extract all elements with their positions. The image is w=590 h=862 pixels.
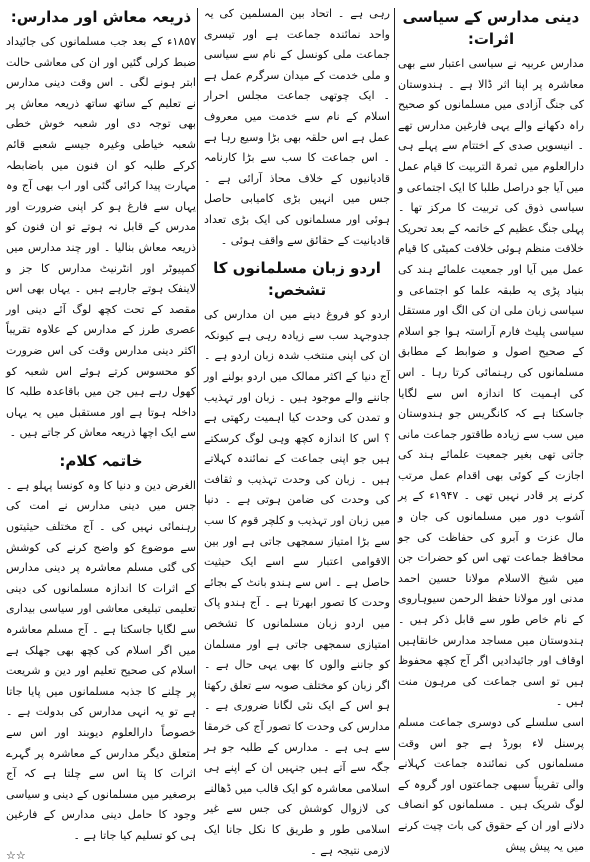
paragraph: الغرض دین و دنیا کا وہ کونسا پہلو ہے ۔ جس میں دینی مدارس نے امت کی رہنمائی نہیں کی ۔ آج مختلف حیثیتوں سے موضوع کو واضح کرنے کی کوشش کی گئی مسلم معاشرہ پر دینی مدارس کے اثرات کا اندازہ مسلمانوں کی دینی تعلیمی تبلیغی معاشی اور سیاسی بیداری سے لگایا جاسکتا ہے ۔ آج مسلم معاشرہ میں اگر اسلام کی کچھ بھی جھلک ہے اسلام کی صحیح تعلیم اور دین و شریعت پر چلنے کا جذبہ مسلمانوں میں پایا جاتا ہے تو یہ انہی مدارس کی بدولت ہے ۔ خصوصاً دارالعلوم دیوبند اور اس سے متعلق دیگر مدارس کے معاشرہ پر گہرے اثرات کا پتا اس سے چلتا ہے کہ آج برصغیر میں مسلمانوں کے دینی و سیاسی وجود کا حامل دینی مدارس کے فارغین ہی کو تسلیم کیا جاتا ہے ۔ [6,478,196,842]
paragraph: رہی ہے ۔ اتحاد بین المسلمین کی یہ واحد نمائندہ جماعت ہے اور تیسری جماعت ملی کونسل کے نام سے سیاسی و ملی خدمت کے میدان سرگرم عمل ہے ۔ ایک چوتھی جماعت مجلس احرار اسلام کے نام سے خدمت میں معروف عمل ہے اس حلقہ بھی بڑا وسیع رہا ہے ۔ اس جماعت کا سب سے بڑا کارنامہ قادیانیوں کے خلاف محاذ آرائی ہے ۔ جس میں انہیں بڑی کامیابی حاصل ہوئی اور مسلمانوں کی ایک بڑی تعداد قادیانیت کے حقائق سے واقف ہوئی ۔ [204,7,390,247]
paragraph: مدارس عربیہ نے سیاسی اعتبار سے بھی معاشرہ پر اپنا اثر ڈالا ہے ۔ ہندوستان کی جنگ آزادی میں مسلمانوں کو صحیح راہ دکھانے والے یہی فارغین مدارس تھے ۔ انیسویں صدی کے اختتام سے پہلے ہی دارالعلوم میں ثمرۃ التربیت کا قیام عمل میں آیا جو دراصل طلبا کا ایک اجتماعی و سیاسی ذوق کی تربیت کا مرکز تھا ۔ پہلی جنگ عظیم کے خاتمہ کے بعد تحریک خلافت منظم ہوئی خلافت کمیٹی کا قیام عمل میں آیا اور جمعیت علمائے ہند کی بنیاد پڑی یہ طبقہ علما کو اجتماعی و سیاسی زبان ملی ان کی الگ اور مستقل سیاسی پلیٹ فارم آراستہ ہوا جو اسلام کے صحیح اصول و ضوابط کے مطابق مسلمانوں کی رہنمائی کرتا رہا ۔ اس کی اہمیت کا اندازہ اس سے لگایا جاسکتا ہے کہ کانگریس جو ہندوستان میں سب سے زیادہ طاقتور جماعت مانی جاتی تھی بغیر جمعیت علمائے ہند کی اجازت کے کوئی بھی اقدام عمل مرتب کرنے پر قادر نہیں تھی ۔ ۱۹۴۷ء کے پر آشوب دور میں مسلمانوں کی جان و مال عزت و آبرو کی حفاظت کی جو محافظ جماعت تھی اس کو حضرات جن میں شیخ الاسلام مولانا حسین احمد مدنی اور مولانا حفظ الرحمن سیوہاروی کے نام خاص طور سے قابل ذکر ہیں ۔ ہندوستان میں مساجد مدارس خانقاہیں اوقاف اور جائیدادیں اگر آج کچھ محفوظ ہیں تو اسی جماعت کی مرہون منت ہیں ۔ [398,57,584,709]
section-heading: اردو زبان مسلمانوں کا تشخص: [213,259,381,300]
section-heading: دینی مدارس کے سیاسی اثرات: [402,8,580,48]
paragraph: ۱۸۵۷ء کے بعد جب مسلمانوں کی جائیداد ضبط کرلی گئیں اور ان کی معاشی حالت ابتر ہونے لگی ۔ اس وقت دینی مدارس نے تعلیم کے ساتھ ساتھ ذریعہ معاش پر بھی توجہ دی اور شعبہ خوش خطی شعبہ خیاطی وغیرہ جیسے شعبے قائم کرکے طلبہ کو ان فنون میں باضابطہ مہارت پیدا کرائی گئی اور اب بھی آج وہ یہاں سے فارغ ہو کر اپنی ضرورت اور مدرس کے قابل نہ ہوتے تو ان فنون کو ذریعہ معاش بنالیا ۔ اور چند مدارس میں کمپیوٹر اور انٹرنیٹ مدارس کا جز و لاینفک ہوتے جارہے ہیں ۔ یہاں بھی اس مقصد کے تحت کچھ لوگ آئے دینی اور عصری طرز کے مدارس کے علاوہ تقریباً اکثر دینی مدارس وقت کی اس ضرورت کو محسوس کرتے ہوئے اس شعبہ کو کھول رہے ہیں جن میں باقاعدہ طلبہ کا داخلہ ہوتا ہے اور مستقبل میں یہ یہاں سے ایک اچھا ذریعہ معاش کر جاتے ہیں ۔ [6,35,196,440]
column-left [6,4,196,862]
paragraph: اردو کو فروغ دینے میں ان مدارس کی جدوجہد سب سے زیادہ رہی ہے کیونکہ ان کی اپنی منتخب شدہ زبان اردو ہے ۔ آج دنیا کے اکثر ممالک میں اردو بولنے اور جاننے والے موجود ہیں ۔ زبان اور تہذیب و تمدن کی وحدت کیا اہمیت رکھتی ہے ؟ اس کا اندازہ کچھ وہی لوگ کرسکتے ہیں جو اپنی جماعت کے نمائندہ کہلاتے ہیں ۔ زبان کی وحدت تہذیب و ثقافت کی وحدت کی ضامن ہوتی ہے ۔ دنیا میں زبان اور تہذیب و کلچر قوم کا سب سے بڑا امتیاز سمجھی جاتی ہے اور بین الاقوامی اعتبار سے اسے ایک حیثیت حاصل ہے ۔ اس سے ہندو بانٹ کے بجائے وحدت کا تصور ابھرتا ہے ۔ آج ہندو پاک میں اردو زبان مسلمانوں کا تشخص امتیازی سمجھی جاتی ہے اور مسلمان کو جاننے والوں کا بھی یہی حال ہے ۔ اگر زبان کو مختلف صوبہ سے تعلق رکھتا ہو اس کے ایک نئی لگانا ضروری ہے ۔ مدارس کی وحدت کا تصور آج کی خرمقا سے ہی ہے ۔ مدارس کے طلبہ جو ہر جگہ سے آتے ہیں جنہیں ان کے اپنے ہی اسلامی معاشرہ کو ایک قالب میں ڈھالنے کی لازوال کوشش کی جس سے غیر اسلامی طور و طریق کا نکل جانا ایک لازمی نتیجہ ہے ۔ [204,308,390,857]
column-divider [394,8,395,760]
section-heading: ذریعہ معاش اور مدارس: [10,8,192,26]
end-mark: ☆☆ [6,848,26,862]
column-right [398,4,584,853]
column-divider [197,8,198,760]
section-heading: خاتمہ کلام: [59,451,143,470]
paragraph: اسی سلسلے کی دوسری جماعت مسلم پرسنل لاء بورڈ ہے جو اس وقت مسلمانوں کی نمائندہ جماعت کہلانے والی تقریباً سبھی جماعتوں اور گروہ کے لوگ شریک ہیں ۔ مسلمانوں کو انصاف دلانے اور ان کے حقوق کی بات چیت کرنے میں یہ پیش پیش [398,716,584,853]
column-middle [204,4,390,857]
